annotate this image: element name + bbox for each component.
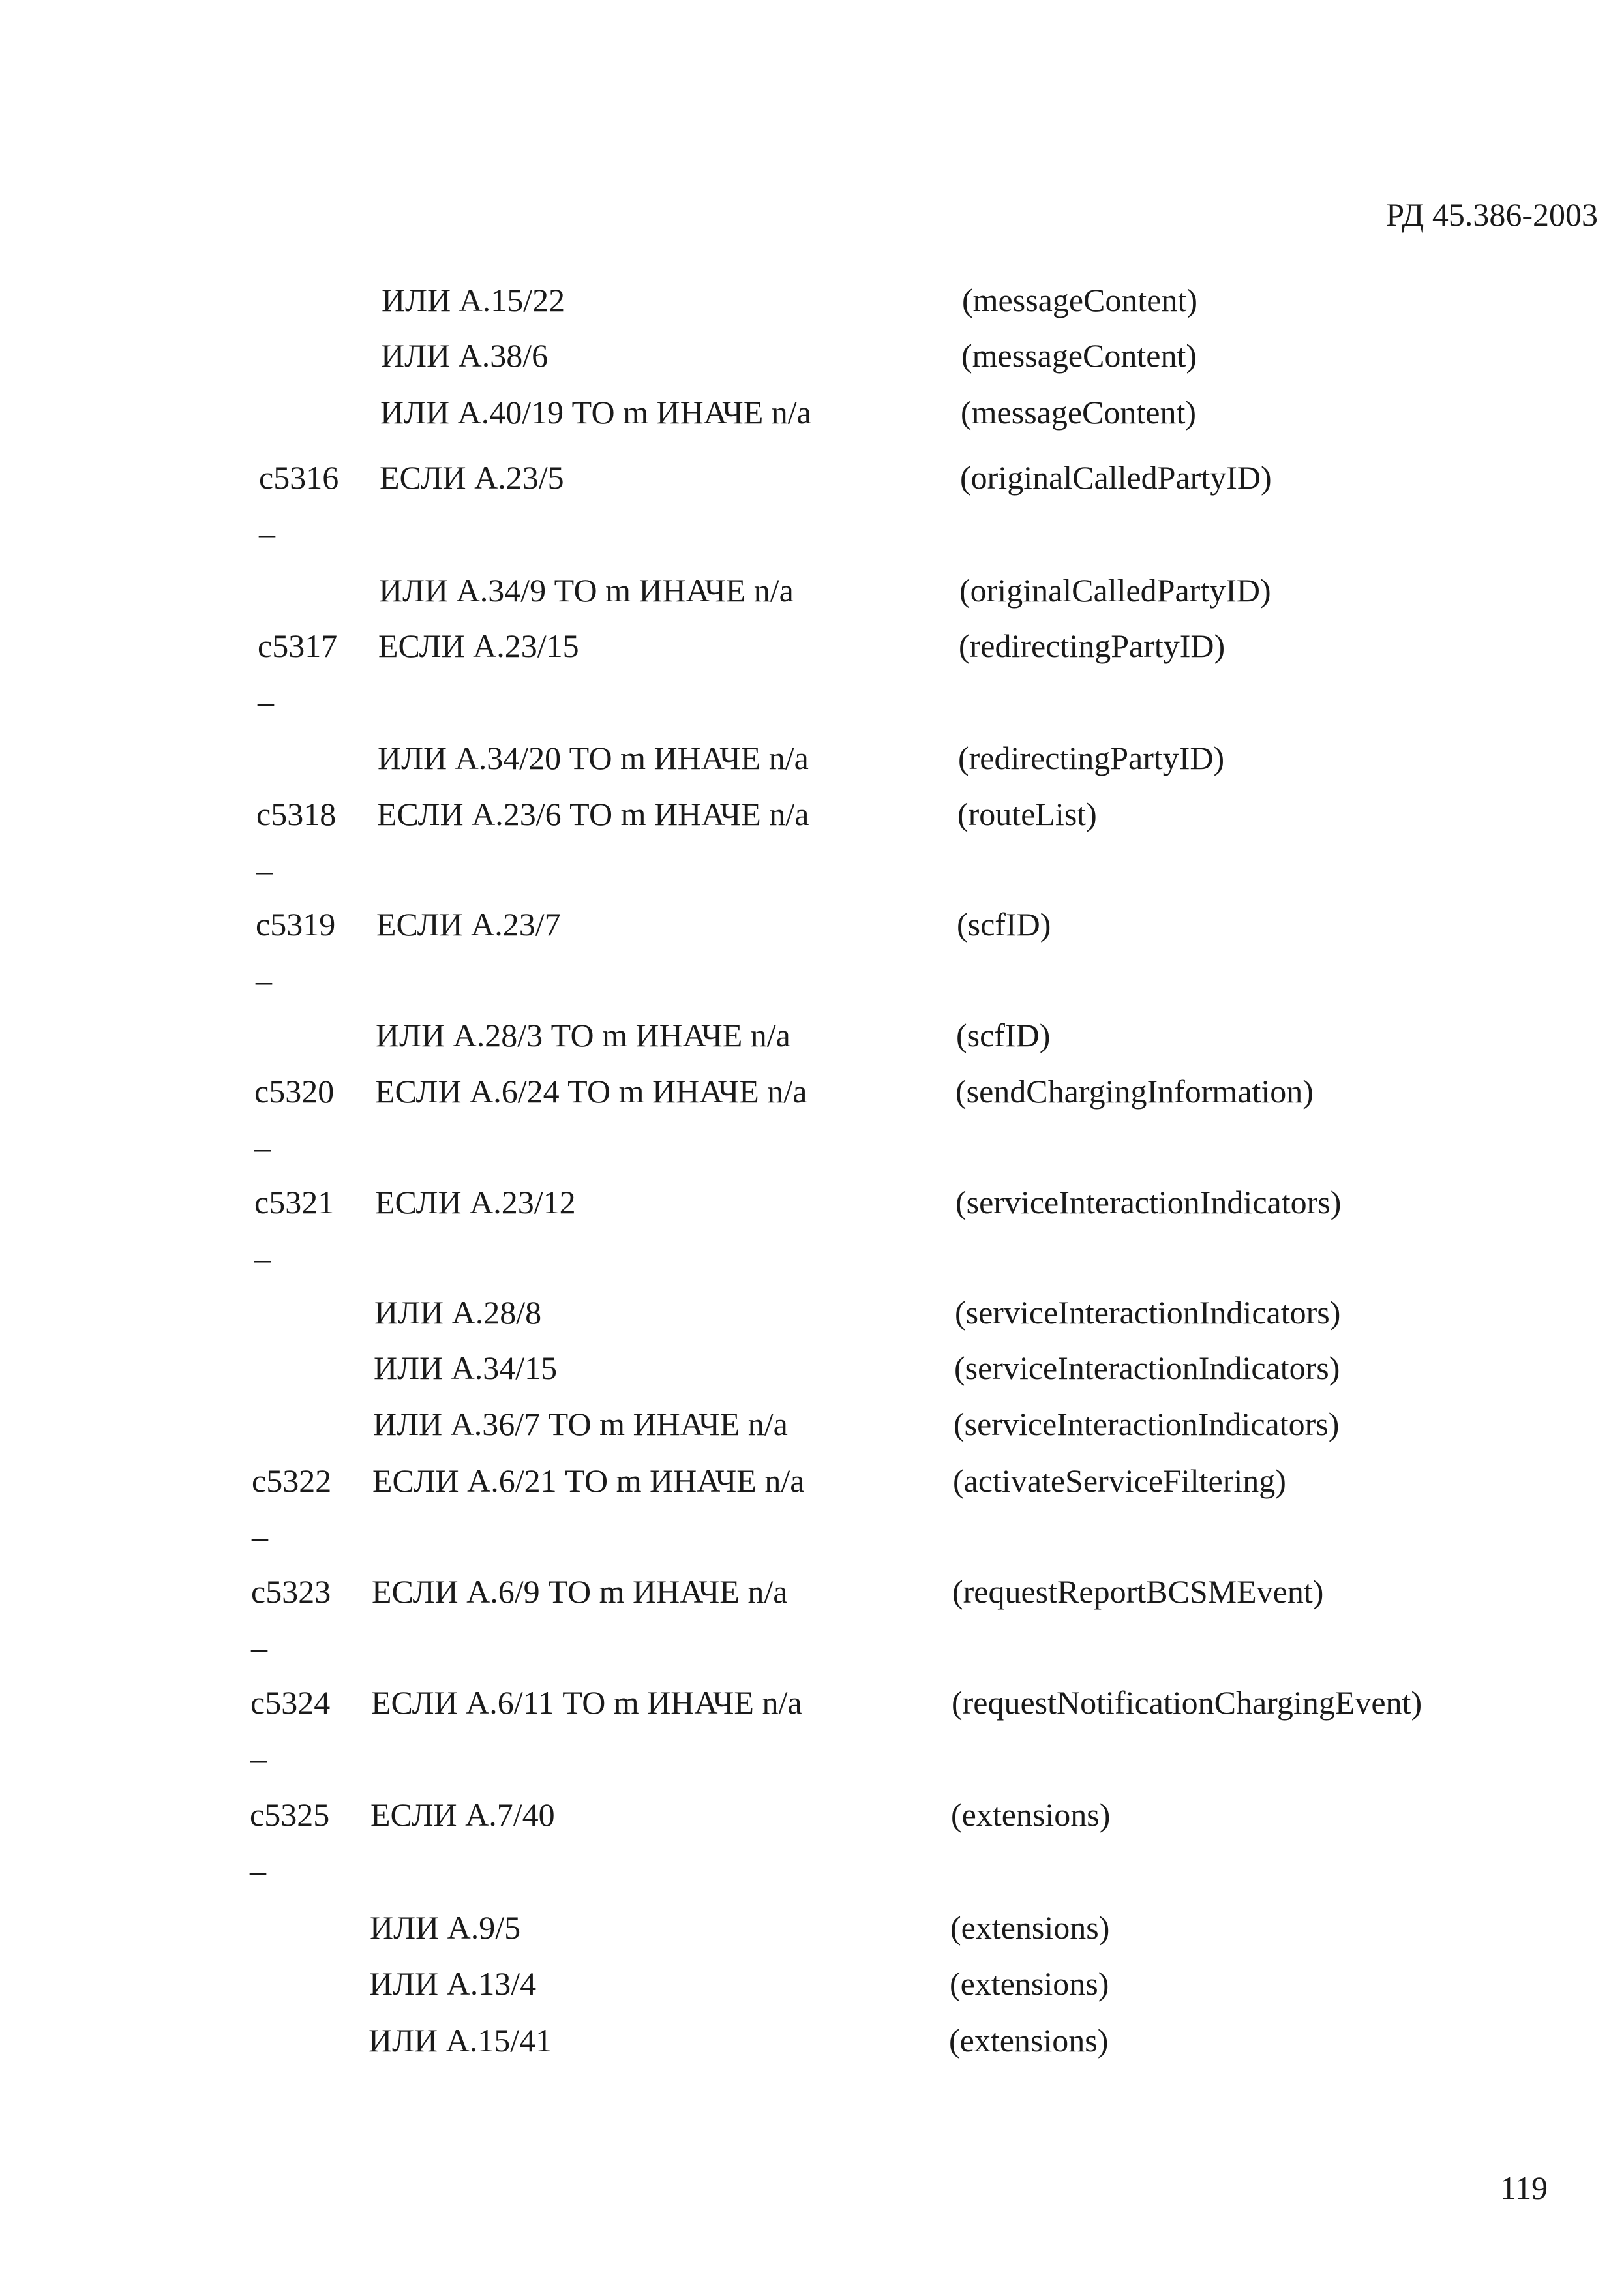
condition-expression: ЕСЛИ А.6/9 ТО m ИНАЧЕ n/a bbox=[372, 1573, 788, 1610]
condition-expression: ИЛИ А.15/22 bbox=[382, 282, 565, 318]
parameter-name: (extensions) bbox=[949, 2022, 1109, 2059]
page-number: 119 bbox=[1500, 2170, 1548, 2206]
dash-marker: – bbox=[251, 1629, 267, 1666]
parameter-name: (extensions) bbox=[951, 1796, 1111, 1833]
condition-expression: ЕСЛИ А.23/15 bbox=[378, 627, 579, 664]
table-row bbox=[0, 1348, 1624, 1387]
condition-expression: ЕСЛИ А.23/6 ТО m ИНАЧЕ n/a bbox=[377, 796, 809, 832]
dash-marker: – bbox=[250, 1852, 266, 1889]
condition-expression: ИЛИ А.9/5 bbox=[370, 1909, 521, 1946]
condition-expression: ЕСЛИ А.6/24 ТО m ИНАЧЕ n/a bbox=[375, 1073, 807, 1110]
table-row bbox=[0, 1404, 1624, 1444]
condition-expression: ИЛИ А.36/7 ТО m ИНАЧЕ n/a bbox=[373, 1406, 788, 1442]
condition-expression: ЕСЛИ А.6/21 ТО m ИНАЧЕ n/a bbox=[372, 1462, 805, 1499]
condition-expression: ИЛИ А.38/6 bbox=[381, 337, 549, 374]
table-row bbox=[0, 1072, 1624, 1111]
condition-expression: ИЛИ А.28/3 ТО m ИНАЧЕ n/a bbox=[376, 1017, 790, 1053]
parameter-name: (serviceInteractionIndicators) bbox=[955, 1294, 1341, 1331]
condition-code: c5317 bbox=[258, 627, 338, 664]
condition-expression: ЕСЛИ А.6/11 ТО m ИНАЧЕ n/a bbox=[371, 1684, 802, 1721]
condition-expression: ИЛИ А.28/8 bbox=[374, 1294, 542, 1331]
document-number: РД 45.386-2003 bbox=[1386, 196, 1598, 233]
condition-code: c5323 bbox=[251, 1573, 331, 1610]
table-row bbox=[0, 794, 1624, 834]
parameter-name: (messageContent) bbox=[961, 337, 1197, 374]
condition-code: c5321 bbox=[254, 1184, 335, 1220]
dash-marker: – bbox=[258, 684, 274, 720]
condition-expression: ИЛИ А.13/4 bbox=[369, 1965, 537, 2002]
condition-code: c5325 bbox=[250, 1796, 330, 1833]
dash-marker: – bbox=[256, 852, 273, 888]
dash-marker: – bbox=[254, 1129, 271, 1166]
parameter-name: (redirectingPartyID) bbox=[959, 627, 1226, 664]
table-row bbox=[0, 1572, 1624, 1611]
dash-marker: – bbox=[256, 962, 272, 999]
parameter-name: (scfID) bbox=[956, 1017, 1051, 1053]
table-row bbox=[0, 1293, 1624, 1332]
condition-expression: ИЛИ А.34/15 bbox=[374, 1350, 558, 1386]
parameter-name: (serviceInteractionIndicators) bbox=[955, 1184, 1342, 1220]
table-row bbox=[0, 280, 1624, 320]
condition-expression: ИЛИ А.40/19 ТО m ИНАЧЕ n/a bbox=[380, 394, 811, 431]
condition-code: c5319 bbox=[256, 906, 336, 943]
table-row bbox=[0, 1016, 1624, 1055]
parameter-name: (requestNotificationChargingEvent) bbox=[952, 1684, 1422, 1721]
table-row bbox=[0, 458, 1624, 497]
table-row bbox=[0, 626, 1624, 665]
parameter-name: (originalCalledPartyID) bbox=[959, 572, 1271, 609]
condition-expression: ЕСЛИ А.7/40 bbox=[370, 1796, 555, 1833]
condition-expression: ИЛИ А.34/20 ТО m ИНАЧЕ n/a bbox=[378, 740, 809, 776]
table-row bbox=[0, 2021, 1624, 2060]
condition-expression: ИЛИ А.34/9 ТО m ИНАЧЕ n/a bbox=[379, 572, 794, 609]
parameter-name: (routeList) bbox=[957, 796, 1097, 832]
condition-expression: ЕСЛИ А.23/12 bbox=[375, 1184, 576, 1220]
dash-marker: – bbox=[259, 515, 275, 552]
table-row bbox=[0, 1183, 1624, 1222]
table-row bbox=[0, 1795, 1624, 1834]
parameter-name: (messageContent) bbox=[962, 282, 1198, 318]
condition-code: c5318 bbox=[256, 796, 337, 832]
parameter-name: (messageContent) bbox=[961, 394, 1197, 431]
dash-marker: – bbox=[254, 1240, 271, 1277]
parameter-name: (scfID) bbox=[957, 906, 1051, 943]
condition-expression: ИЛИ А.15/41 bbox=[368, 2022, 552, 2059]
condition-code: c5316 bbox=[259, 459, 339, 496]
dash-marker: – bbox=[250, 1740, 267, 1777]
table-row bbox=[0, 1964, 1624, 2003]
parameter-name: (originalCalledPartyID) bbox=[960, 459, 1272, 496]
table-row bbox=[0, 571, 1624, 610]
parameter-name: (redirectingPartyID) bbox=[958, 740, 1225, 776]
parameter-name: (serviceInteractionIndicators) bbox=[954, 1350, 1340, 1386]
condition-expression: ЕСЛИ А.23/5 bbox=[380, 459, 564, 496]
parameter-name: (extensions) bbox=[950, 1965, 1109, 2002]
table-row bbox=[0, 393, 1624, 432]
condition-code: c5322 bbox=[252, 1462, 332, 1499]
table-row bbox=[0, 336, 1624, 375]
dash-marker: – bbox=[252, 1519, 268, 1555]
table-row bbox=[0, 1683, 1624, 1722]
parameter-name: (extensions) bbox=[950, 1909, 1110, 1946]
table-row bbox=[0, 905, 1624, 944]
condition-expression: ЕСЛИ А.23/7 bbox=[376, 906, 561, 943]
table-row bbox=[0, 738, 1624, 778]
table-row bbox=[0, 1908, 1624, 1947]
parameter-name: (activateServiceFiltering) bbox=[953, 1462, 1286, 1499]
parameter-name: (serviceInteractionIndicators) bbox=[954, 1406, 1340, 1442]
table-row bbox=[0, 1461, 1624, 1500]
condition-code: c5324 bbox=[250, 1684, 331, 1721]
parameter-name: (requestReportBCSMEvent) bbox=[952, 1573, 1324, 1610]
condition-code: c5320 bbox=[254, 1073, 335, 1110]
parameter-name: (sendChargingInformation) bbox=[955, 1073, 1314, 1110]
